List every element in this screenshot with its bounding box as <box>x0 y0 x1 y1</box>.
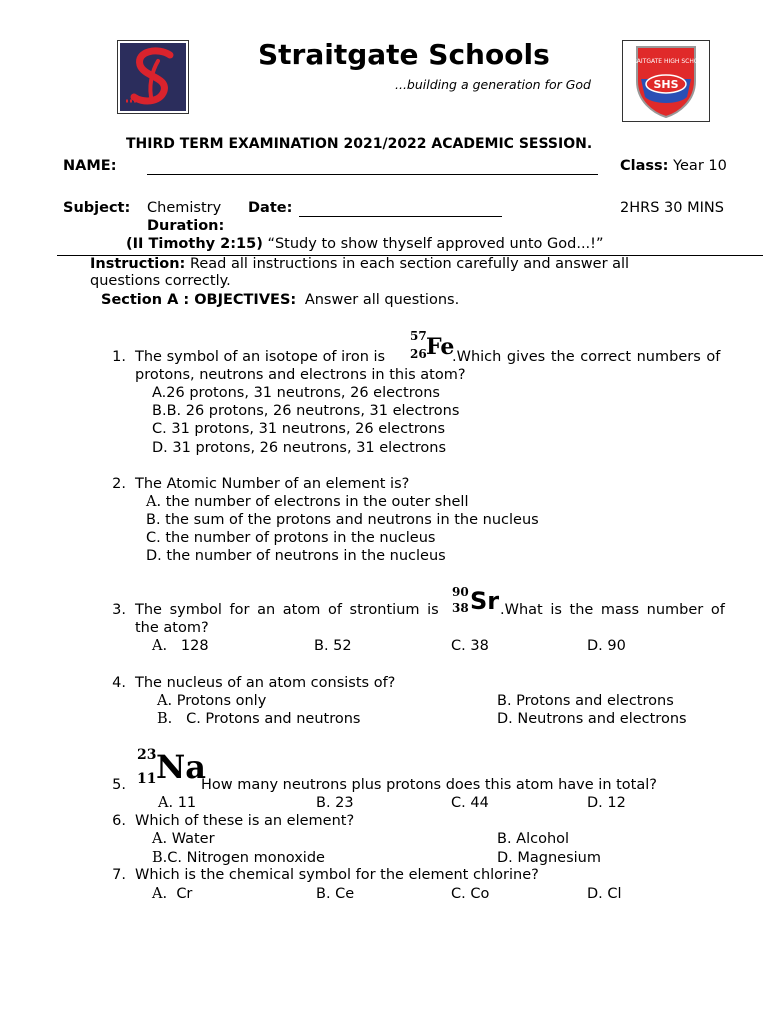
question-text: Which of these is an element? <box>135 813 355 829</box>
option-letter: A. <box>146 494 162 510</box>
question-text: The Atomic Number of an element is? <box>135 476 410 492</box>
option-a[interactable] <box>152 886 192 902</box>
mass-number: 90 <box>452 585 469 599</box>
school-tagline: ...building a generation for God <box>395 77 591 92</box>
option-letter: A. <box>152 385 167 401</box>
option-a[interactable] <box>152 638 209 654</box>
question-number: 7. <box>112 867 126 883</box>
class-value: Year 10 <box>673 158 727 174</box>
class-field <box>620 158 727 174</box>
name-blank-line[interactable] <box>147 174 598 175</box>
instruction-text-1: Read all instructions in each section carefully and answer all <box>189 256 630 272</box>
atomic-number: 38 <box>452 601 469 615</box>
subject-value: Chemistry <box>147 200 222 216</box>
question-text-2: protons, neutrons and electrons in this atom? <box>135 367 466 383</box>
option-d[interactable]: D. 31 protons, 26 neutrons, 31 electrons <box>152 440 447 456</box>
question-text-2: the atom? <box>135 620 209 636</box>
option-c[interactable]: C. 38 <box>451 638 489 654</box>
option-c[interactable] <box>152 850 325 866</box>
verse-text: “Study to show thyself approved unto God...!” <box>267 236 604 252</box>
option-b[interactable]: B. Alcohol <box>497 831 570 847</box>
option-c[interactable] <box>157 711 360 727</box>
option-c[interactable]: C. Co <box>451 886 490 902</box>
option-letter: B. <box>157 711 173 727</box>
option-a[interactable] <box>146 494 468 510</box>
option-text: C. Protons and neutrons <box>186 711 361 727</box>
school-name: Straitgate Schools <box>258 38 550 71</box>
option-a[interactable] <box>152 385 440 401</box>
isotope-sr <box>452 586 502 620</box>
option-letter: A. <box>152 638 168 654</box>
atomic-number: 11 <box>137 771 157 787</box>
option-d[interactable]: D. 12 <box>587 795 626 811</box>
date-blank-line[interactable] <box>299 216 502 217</box>
exam-title: THIRD TERM EXAMINATION 2021/2022 ACADEMIC SESSION. <box>126 136 593 152</box>
isotope-fe <box>410 330 454 364</box>
option-text: Protons only <box>176 693 267 709</box>
element-symbol: Sr <box>470 587 500 615</box>
option-b[interactable]: B. Ce <box>316 886 355 902</box>
instruction-text-2: questions correctly. <box>90 273 231 289</box>
option-letter: A. <box>152 886 168 902</box>
option-c[interactable]: C. 31 protons, 31 neutrons, 26 electrons <box>152 421 446 437</box>
option-d[interactable]: D. Cl <box>587 886 622 902</box>
mass-number: 23 <box>137 747 157 763</box>
question-number: 2. <box>112 476 126 492</box>
school-logo-left <box>117 40 189 114</box>
element-symbol: Na <box>156 748 206 786</box>
option-d[interactable]: D. 90 <box>587 638 626 654</box>
option-text: the number of electrons in the outer shell <box>165 494 469 510</box>
option-text: 128 <box>180 638 209 654</box>
instruction-label: Instruction: <box>90 256 186 272</box>
option-text: 11 <box>177 795 197 811</box>
option-text: 26 protons, 31 neutrons, 26 electrons <box>166 385 440 401</box>
date-label: Date: <box>248 200 293 216</box>
bible-verse <box>126 236 604 252</box>
class-label: Class: <box>620 158 669 174</box>
option-text: B. 26 protons, 26 neutrons, 31 electrons <box>166 403 460 419</box>
option-text: Cr <box>176 886 193 902</box>
option-text: C. Nitrogen monoxide <box>167 850 325 866</box>
option-b[interactable]: B. the sum of the protons and neutrons in the nucleus <box>146 512 539 528</box>
verse-reference: (II Timothy 2:15) <box>126 236 263 252</box>
question-text: How many neutrons plus protons does this atom have in total? <box>201 777 657 793</box>
option-a[interactable] <box>157 693 266 709</box>
option-b[interactable]: B. 23 <box>316 795 354 811</box>
crest-text: STRAITGATE HIGH SCHOOL <box>625 58 707 65</box>
option-d[interactable]: D. Neutrons and electrons <box>497 711 687 727</box>
section-text: Answer all questions. <box>304 292 460 308</box>
section-label: Section A : OBJECTIVES: <box>101 292 297 308</box>
name-label: NAME: <box>63 158 117 174</box>
mass-number: 57 <box>410 329 427 343</box>
duration-value: 2HRS 30 MINS <box>620 200 724 216</box>
question-text-a: The symbol for an atom of strontium is <box>135 602 439 618</box>
instruction-line-1 <box>90 256 629 272</box>
option-b[interactable] <box>152 403 459 419</box>
option-letter: A. <box>157 693 173 709</box>
question-text-b: .Which gives the correct numbers of <box>452 349 721 365</box>
question-number: 1. <box>112 349 126 365</box>
option-d[interactable]: D. Magnesium <box>497 850 601 866</box>
question-text: The nucleus of an atom consists of? <box>135 675 396 691</box>
option-letter: B. <box>152 850 168 866</box>
option-b[interactable]: B. Protons and electrons <box>497 693 674 709</box>
element-symbol: Fe <box>426 334 455 360</box>
option-letter: A. <box>158 795 174 811</box>
duration-label: Duration: <box>147 218 225 234</box>
question-text-b: .What is the mass number of <box>500 602 725 618</box>
question-number: 5. <box>112 777 126 793</box>
option-d[interactable]: D. the number of neutrons in the nucleus <box>146 548 446 564</box>
shield-crest-icon <box>623 41 709 121</box>
option-a[interactable] <box>152 831 215 847</box>
school-crest <box>622 40 710 122</box>
option-letter: B. <box>152 403 167 419</box>
option-letter: A. <box>152 831 168 847</box>
question-text: Which is the chemical symbol for the element chlorine? <box>135 867 539 883</box>
option-a[interactable] <box>158 795 196 811</box>
atomic-number: 26 <box>410 347 427 361</box>
subject-label: Subject: <box>63 200 131 216</box>
question-number: 3. <box>112 602 126 618</box>
question-number: 4. <box>112 675 126 691</box>
question-text-a: The symbol of an isotope of iron is <box>135 349 386 365</box>
option-text: Water <box>171 831 215 847</box>
crest-initials: SHS <box>653 78 679 91</box>
option-c[interactable]: C. the number of protons in the nucleus <box>146 530 436 546</box>
isotope-na <box>137 747 206 787</box>
option-c[interactable]: C. 44 <box>451 795 489 811</box>
s-monogram-icon <box>118 41 188 113</box>
question-number: 6. <box>112 813 126 829</box>
option-b[interactable]: B. 52 <box>314 638 352 654</box>
section-a-heading <box>101 292 459 308</box>
